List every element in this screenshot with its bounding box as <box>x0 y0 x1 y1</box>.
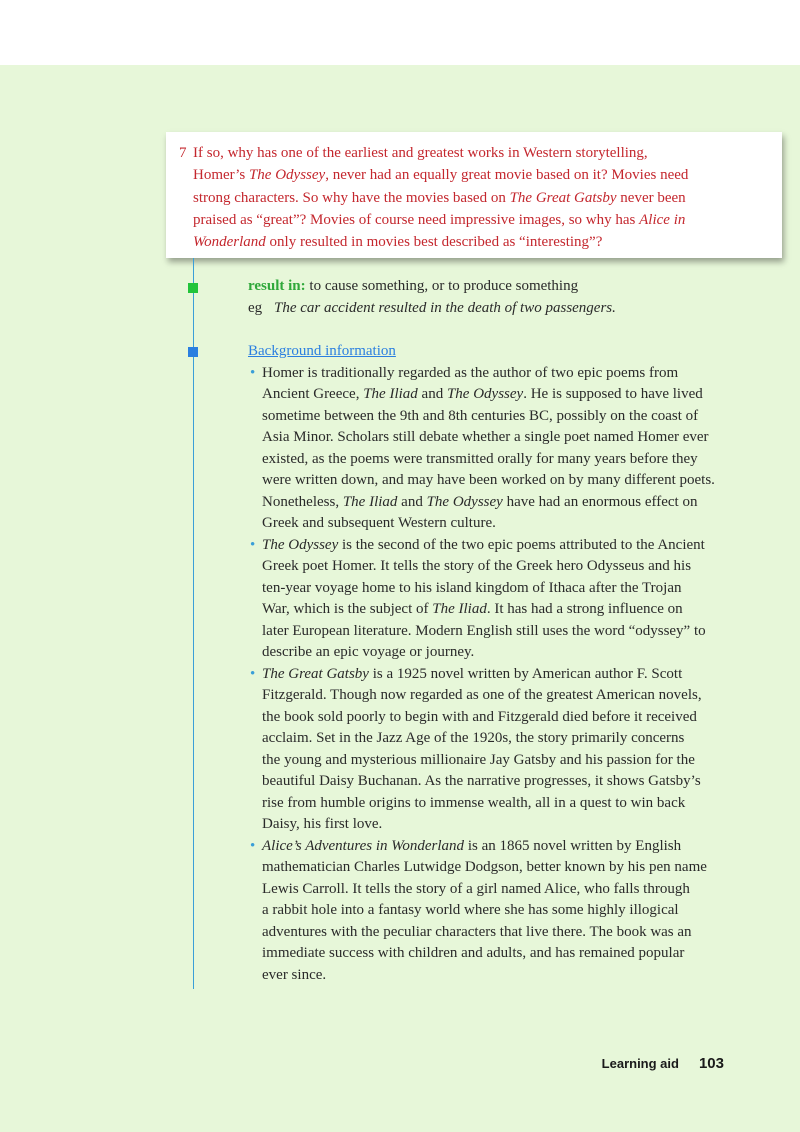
bullet-line: ten-year voyage home to his island kingdom of Ithaca after the Trojan <box>262 579 682 596</box>
bullet-line: Daisy, his first love. <box>262 816 383 832</box>
bullet-line: existed, as the poems were transmitted orally for many years before they <box>262 450 698 467</box>
bullet-line: ever since. <box>262 966 327 983</box>
bullet-dot-icon: • <box>250 536 256 553</box>
bullet-line: describe an epic voyage or journey. <box>262 644 475 660</box>
bullet-line: rise from humble origins to immense wealth, all in a quest to win back <box>262 794 686 811</box>
italic-title: The Iliad <box>432 601 487 617</box>
bullet-line: the book sold poorly to begin with and Fitzgerald died before it received <box>262 708 697 725</box>
vocab-definition: to cause something, or to produce something <box>305 278 579 294</box>
page-number: 103 <box>698 1055 724 1072</box>
bullet-line: a rabbit hole into a fantasy world where she has some highly illogical <box>262 902 679 918</box>
bullet-line: Lewis Carroll. It tells the story of a girl named Alice, who falls through <box>262 880 690 897</box>
example-sentence: The car accident resulted in the death of two passengers. <box>274 299 616 316</box>
vocab-example <box>248 298 728 320</box>
bullet-line: adventures with the peculiar characters that live there. The book was an <box>262 923 692 940</box>
learning-aid-content <box>248 276 728 986</box>
bullet-dot-icon: • <box>250 665 256 682</box>
italic-title: The Iliad <box>342 493 398 510</box>
bullet-line: mathematician Charles Lutwidge Dodgson, better known by his pen name <box>262 859 707 875</box>
italic-title: Wonderland <box>193 234 266 251</box>
bullet-item <box>248 535 728 664</box>
bullet-line: later European literature. Modern English still uses the word “odyssey” to <box>262 622 706 639</box>
page-footer <box>602 1055 724 1073</box>
bullet-line: Fitzgerald. Though now regarded as one of the greatest American novels, <box>262 687 702 703</box>
question-number: 7 <box>179 145 187 161</box>
discussion-question-box <box>166 132 782 258</box>
italic-title: The Iliad <box>363 386 418 402</box>
question-line: Homer’s The Odyssey, never had an equally great movie based on it? Movies need <box>193 167 689 184</box>
bullet-line: Homer is traditionally regarded as the author of two epic poems from <box>262 364 679 381</box>
bullet-line: The Great Gatsby is a 1925 novel written by American author F. Scott <box>262 665 683 682</box>
bullet-line: beautiful Daisy Buchanan. As the narrative progresses, it shows Gatsby’s <box>262 773 701 789</box>
bullet-dot-icon: • <box>250 837 256 854</box>
italic-title: The Odyssey <box>446 386 524 402</box>
bullet-line: Alice’s Adventures in Wonderland is an 1865 novel written by English <box>262 837 682 854</box>
bullet-line: the young and mysterious millionaire Jay Gatsby and his passion for the <box>262 751 695 768</box>
background-bullets <box>248 363 728 987</box>
example-label: eg <box>248 299 263 316</box>
italic-title: The Great Gatsby <box>509 189 617 206</box>
question-line: praised as “great”? Movies of course need impressive images, so why has Alice in <box>193 211 686 228</box>
italic-title: Alice’s Adventures in Wonderland <box>262 837 465 854</box>
bullet-item <box>248 836 728 987</box>
question-text <box>179 142 768 253</box>
bullet-item <box>248 363 728 535</box>
bullet-line: Nonetheless, The Iliad and The Odyssey have had an enormous effect on <box>262 493 698 510</box>
footer-label: Learning aid <box>601 1056 679 1071</box>
bullet-line: Greek and subsequent Western culture. <box>262 515 496 531</box>
italic-title: Alice in <box>639 211 686 228</box>
bullet-line: Ancient Greece, The Iliad and The Odyssey. He is supposed to have lived <box>262 386 703 402</box>
question-line: strong characters. So why have the movies based on The Great Gatsby never been <box>193 189 686 206</box>
bullet-line: War, which is the subject of The Iliad. It has had a strong influence on <box>262 601 683 617</box>
italic-title: The Odyssey <box>426 493 503 510</box>
italic-title: The Odyssey <box>248 167 326 184</box>
question-line: Wonderland only resulted in movies best described as “interesting”? <box>193 234 603 251</box>
bullet-line: were written down, and may have been worked on by many different poets. <box>262 472 715 488</box>
bullet-line: The Odyssey is the second of the two epic poems attributed to the Ancient <box>262 536 705 553</box>
bullet-line: sometime between the 9th and 8th centuries BC, possibly on the coast of <box>262 407 699 424</box>
bullet-line: Greek poet Homer. It tells the story of the Greek hero Odysseus and his <box>262 558 692 574</box>
bullet-item <box>248 664 728 836</box>
bullet-dot-icon: • <box>250 364 256 381</box>
vocab-term: result in: <box>248 278 306 294</box>
bullet-line: acclaim. Set in the Jazz Age of the 1920s, the story primarily concerns <box>262 730 685 746</box>
bullet-line: Asia Minor. Scholars still debate whether a single poet named Homer ever <box>262 429 709 445</box>
background-marker-icon <box>188 347 198 357</box>
italic-title: The Great Gatsby <box>262 665 369 682</box>
italic-title: The Odyssey <box>262 536 339 553</box>
bullet-line: immediate success with children and adults, and has remained popular <box>262 945 685 961</box>
vocab-entry <box>248 276 728 298</box>
question-line: 7 If so, why has one of the earliest and greatest works in Western storytelling, <box>179 142 768 164</box>
background-heading: Background information <box>248 343 396 359</box>
vocab-marker-icon <box>188 283 198 293</box>
margin-rule <box>193 258 194 989</box>
